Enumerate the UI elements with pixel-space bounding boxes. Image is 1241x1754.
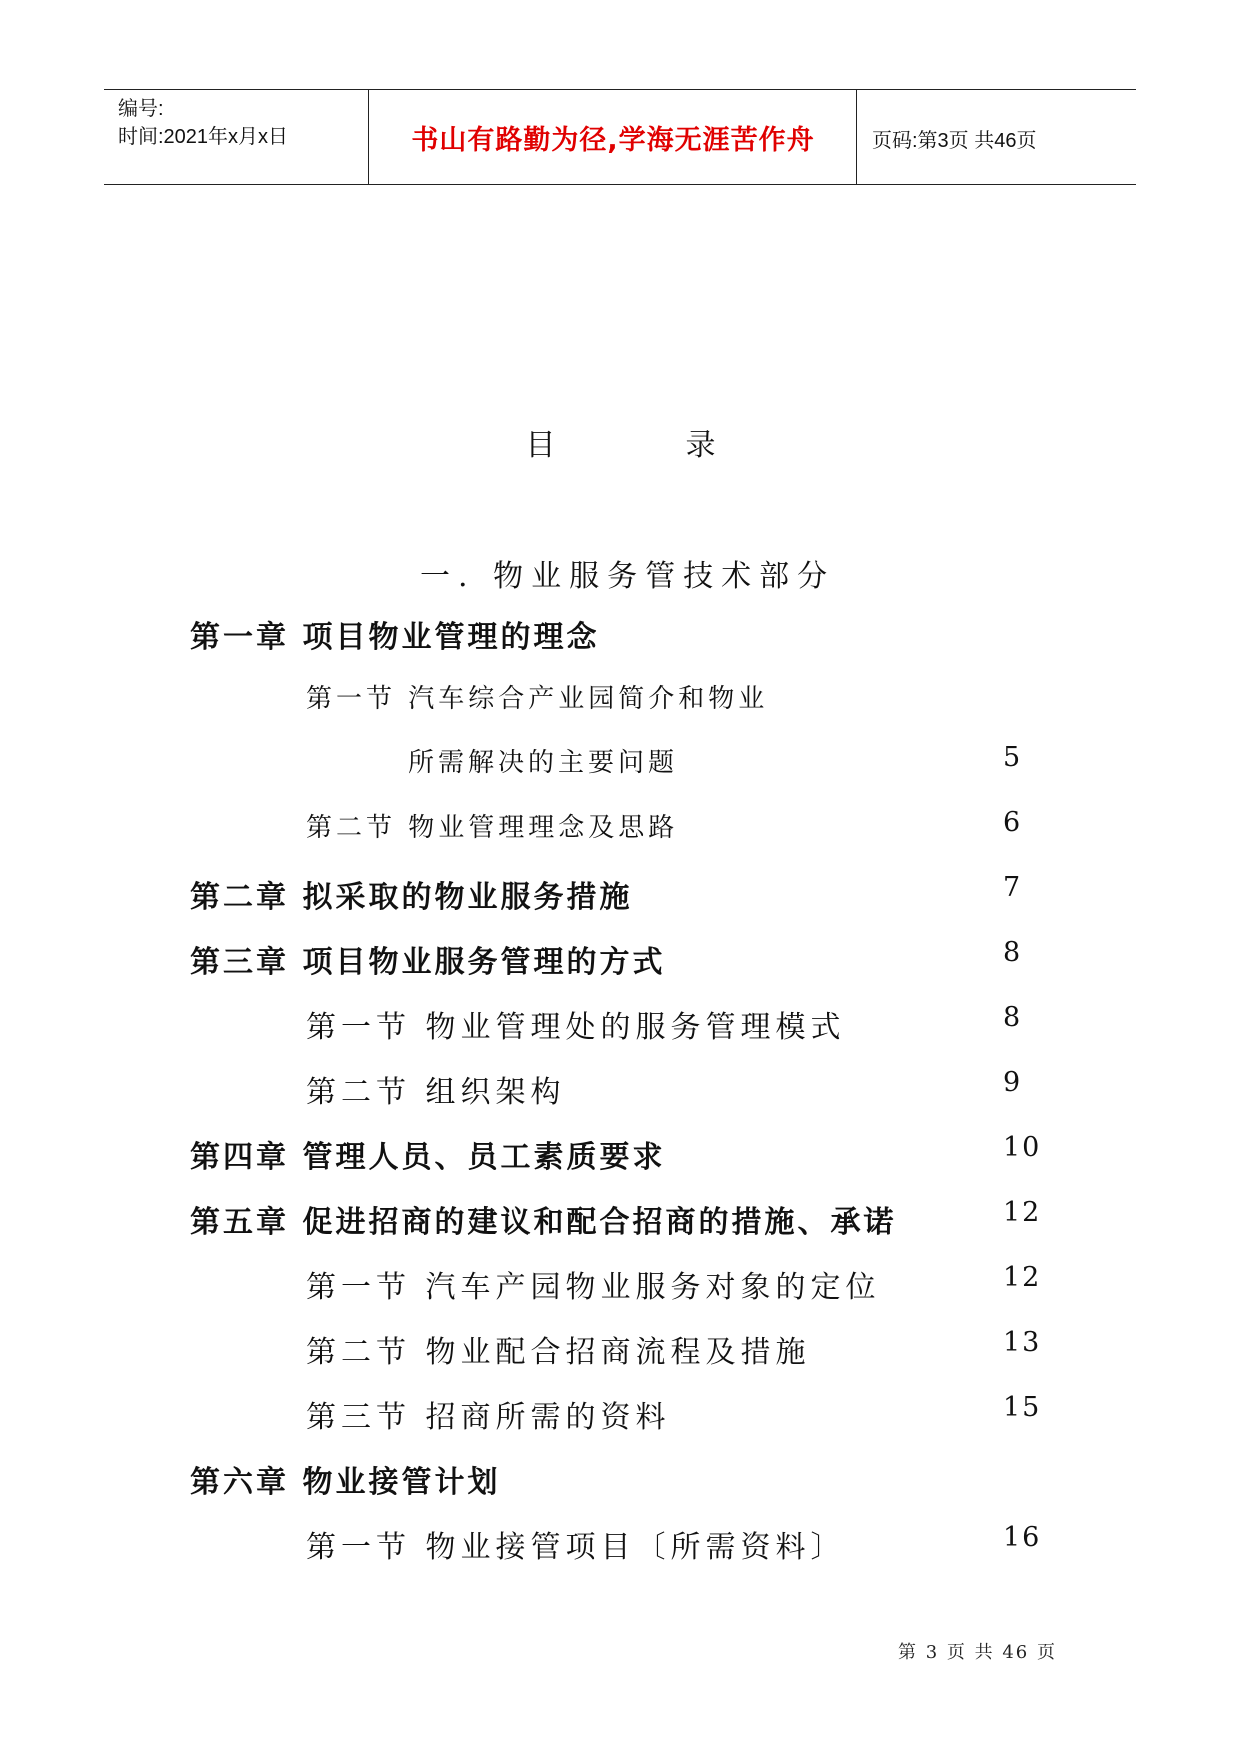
toc-entry-page: 8 (1003, 937, 1023, 968)
document-time-label: 时间:2021年x月x日 (118, 126, 289, 148)
toc-entry-page: 7 (1003, 872, 1023, 903)
toc-entry-page: 15 (1003, 1392, 1042, 1423)
toc-entry-label: 第六章 物业接管计划 (190, 1465, 501, 1500)
toc-title: 目录 (525, 428, 846, 463)
toc-entry-label: 第五章 促进招商的建议和配合招商的措施、承诺 (190, 1205, 897, 1240)
toc-entry-label: 第四章 管理人员、员工素质要求 (190, 1140, 666, 1175)
toc-entry-label: 第一章 项目物业管理的理念 (190, 620, 600, 655)
toc-entry-page: 13 (1003, 1327, 1042, 1358)
toc-entry-section-5-1[interactable] (0, 1262, 1241, 1312)
toc-entry-label: 第一节 物业管理处的服务管理模式 (306, 1010, 846, 1045)
toc-entry-label: 第一节 物业接管项目〔所需资料〕 (306, 1530, 846, 1565)
toc-entry-section-3-1[interactable] (0, 1002, 1241, 1052)
toc-entry-section-5-3[interactable] (0, 1392, 1241, 1442)
toc-entry-label: 第二节 物业配合招商流程及措施 (306, 1335, 811, 1370)
document-header (104, 89, 1136, 185)
toc-entry-section-1-1[interactable] (0, 678, 1241, 728)
toc-entry-chapter-6[interactable] (0, 1457, 1241, 1507)
toc-entry-chapter-5[interactable] (0, 1197, 1241, 1247)
toc-entry-label: 第二章 拟采取的物业服务措施 (190, 880, 633, 915)
header-meta-cell (104, 90, 369, 184)
toc-entry-section-1-1-continued[interactable] (0, 742, 1241, 792)
document-number-label: 编号: (118, 98, 164, 120)
toc-entry-page: 16 (1003, 1522, 1042, 1553)
toc-entry-chapter-1[interactable] (0, 612, 1241, 662)
toc-entry-section-5-2[interactable] (0, 1327, 1241, 1377)
page-footer: 第 3 页 共 46 页 (898, 1642, 1057, 1663)
toc-entry-label: 所需解决的主要问题 (408, 748, 679, 778)
header-page-code: 页码:第3页 共46页 (872, 130, 1037, 152)
toc-entry-chapter-4[interactable] (0, 1132, 1241, 1182)
toc-entry-section-3-2[interactable] (0, 1067, 1241, 1117)
toc-entry-chapter-2[interactable] (0, 872, 1241, 922)
header-motto: 书山有路勤为径,学海无涯苦作舟 (411, 125, 815, 156)
toc-entry-page: 12 (1003, 1197, 1042, 1228)
toc-entry-chapter-3[interactable] (0, 937, 1241, 987)
toc-entry-page: 5 (1003, 742, 1023, 773)
toc-entry-section-6-1[interactable] (0, 1522, 1241, 1572)
toc-entry-label: 第一节 汽车综合产业园简介和物业 (306, 684, 769, 714)
toc-entry-section-1-2[interactable] (0, 807, 1241, 857)
toc-entry-page: 8 (1003, 1002, 1023, 1033)
toc-entry-label: 第三章 项目物业服务管理的方式 (190, 945, 666, 980)
toc-entry-label: 第二节 物业管理理念及思路 (306, 813, 679, 843)
part-title: 一. 物业服务管技术部分 (420, 559, 836, 594)
toc-entry-label: 第三节 招商所需的资料 (306, 1400, 671, 1435)
header-page-cell (858, 90, 1136, 184)
header-motto-cell (370, 90, 857, 184)
toc-entry-page: 12 (1003, 1262, 1042, 1293)
toc-entry-page: 9 (1003, 1067, 1023, 1098)
toc-entry-label: 第一节 汽车产园物业服务对象的定位 (306, 1270, 881, 1305)
toc-entry-page: 10 (1003, 1132, 1042, 1163)
toc-entry-label: 第二节 组织架构 (306, 1075, 566, 1110)
toc-entry-page: 6 (1003, 807, 1023, 838)
